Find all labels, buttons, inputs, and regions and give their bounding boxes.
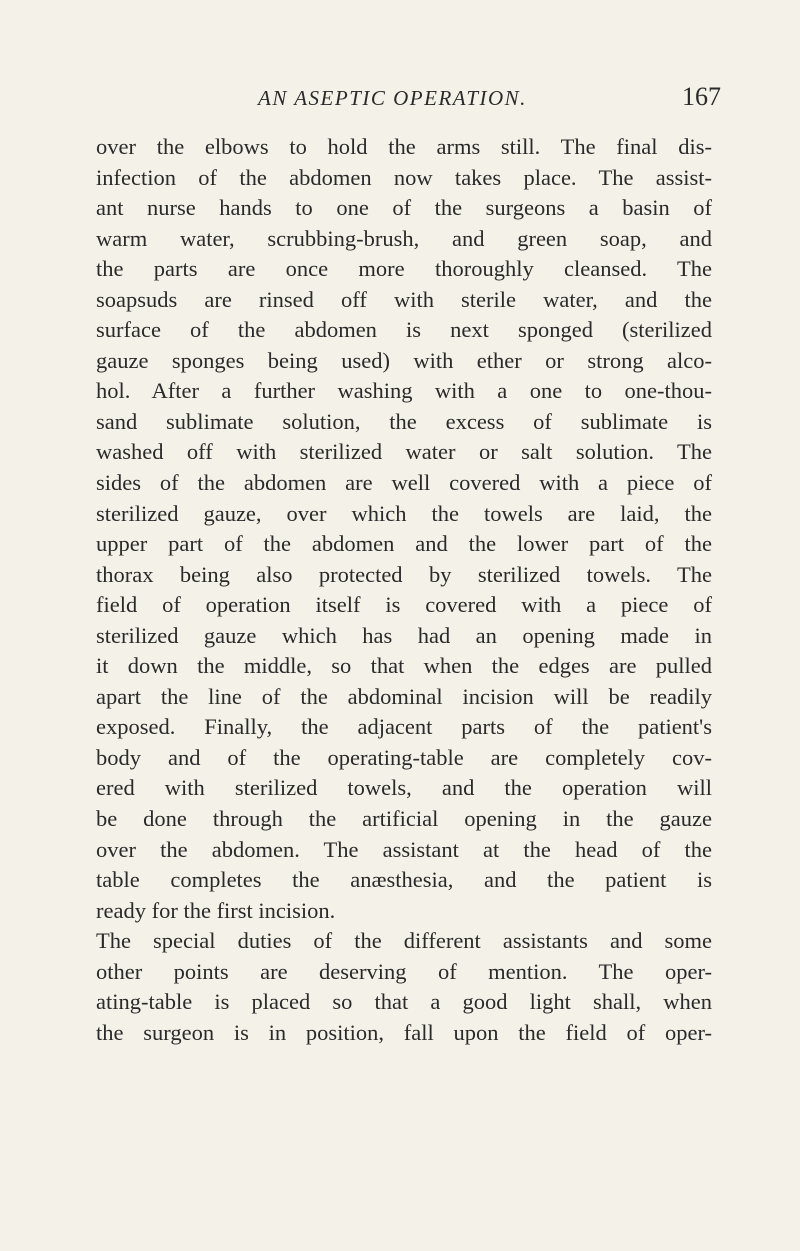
text-line: over the elbows to hold the arms still. The final dis- — [96, 134, 712, 159]
text-line: the surgeon is in position, fall upon the field of oper- — [96, 1019, 712, 1045]
running-head: AN ASEPTIC OPERATION. — [258, 86, 527, 110]
text-line: sterilized gauze which has had an opening made in — [96, 622, 712, 648]
paragraph-end-line: ready for the first incision. — [96, 897, 336, 923]
text-line: be done through the artificial opening in the gauze — [96, 806, 712, 832]
text-line: body and of the operating-table are completely cov- — [96, 744, 712, 770]
text-line: exposed. Finally, the adjacent parts of the patient's — [96, 714, 712, 740]
text-line: other points are deserving of mention. The oper- — [96, 958, 712, 984]
text-line: warm water, scrubbing-brush, and green soap, and — [96, 225, 712, 251]
text-line: thorax being also protected by sterilized towels. The — [96, 561, 712, 587]
text-line: The special duties of the different assistants and some — [96, 928, 712, 954]
text-line: soapsuds are rinsed off with sterile water, and the — [96, 286, 712, 312]
text-line: ant nurse hands to one of the surgeons a basin of — [96, 195, 712, 221]
text-line: field of operation itself is covered with a piece of — [96, 592, 712, 618]
text-line: over the abdomen. The assistant at the head of the — [96, 836, 712, 862]
text-line: gauze sponges being used) with ether or strong alco- — [96, 347, 712, 373]
page-number: 167 — [682, 82, 721, 111]
text-line: table completes the anæsthesia, and the patient is — [96, 867, 712, 893]
text-line: the parts are once more thoroughly cleansed. The — [96, 256, 712, 282]
text-line: surface of the abdomen is next sponged (sterilized — [96, 317, 712, 343]
text-line: it down the middle, so that when the edges are pulled — [96, 653, 712, 679]
text-line: washed off with sterilized water or salt solution. The — [96, 439, 712, 465]
body-text — [96, 132, 712, 1048]
text-line: upper part of the abdomen and the lower part of the — [96, 531, 712, 557]
text-line: sides of the abdomen are well covered with a piece of — [96, 470, 712, 496]
text-line: ating-table is placed so that a good light shall, when — [96, 989, 712, 1015]
text-line: sterilized gauze, over which the towels are laid, the — [96, 500, 712, 526]
text-line: infection of the abdomen now takes place. The assist- — [96, 164, 712, 190]
text-line: ered with sterilized towels, and the operation will — [96, 775, 712, 801]
text-line: hol. After a further washing with a one to one-thou- — [96, 378, 712, 404]
text-line: sand sublimate solution, the excess of sublimate is — [96, 408, 712, 434]
text-line: apart the line of the abdominal incision will be readily — [96, 683, 712, 709]
